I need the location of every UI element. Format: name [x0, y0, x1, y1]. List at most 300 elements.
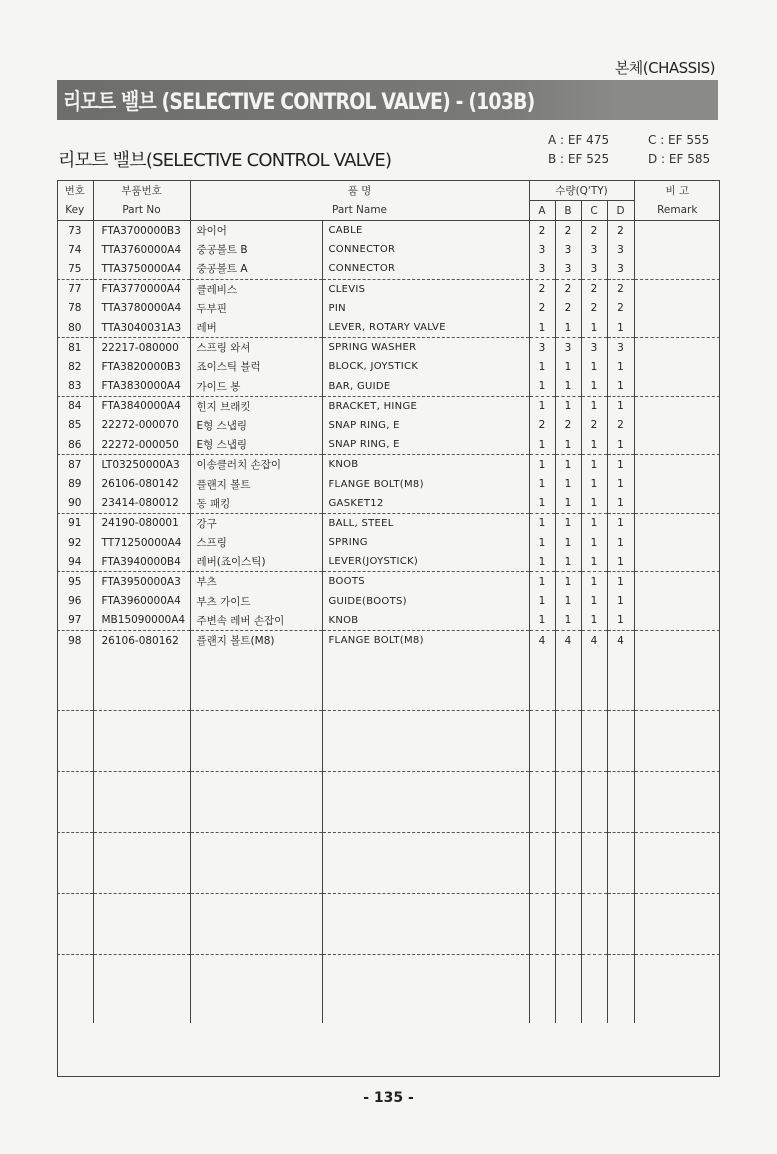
row-name-en: KNOB — [322, 611, 529, 631]
row-name-en: PIN — [322, 299, 529, 318]
table-row — [57, 474, 720, 493]
row-part-number: 22272-000070 — [93, 416, 190, 435]
table-row — [57, 513, 720, 533]
row-name-kr: E형 스냅링 — [190, 416, 322, 435]
row-remark — [634, 611, 720, 631]
row-qty-b: 2 — [555, 279, 581, 299]
parts-table — [57, 180, 720, 1023]
row-qty-b: 1 — [555, 533, 581, 552]
row-remark — [634, 552, 720, 572]
table-row — [57, 611, 720, 631]
row-name-en: GASKET12 — [322, 494, 529, 514]
empty-cell — [322, 833, 529, 894]
empty-cell — [581, 833, 607, 894]
row-qty-d: 1 — [607, 435, 634, 455]
row-part-number: TTA3040031A3 — [93, 318, 190, 338]
row-part-number: 26106-080162 — [93, 630, 190, 650]
row-name-en: SPRING WASHER — [322, 338, 529, 358]
row-qty-c: 3 — [581, 240, 607, 259]
row-part-number: TTA3750000A4 — [93, 259, 190, 279]
empty-cell — [57, 650, 93, 711]
row-name-en: CONNECTOR — [322, 259, 529, 279]
row-name-kr: 와이어 — [190, 221, 322, 241]
empty-cell — [581, 650, 607, 711]
row-key: 86 — [57, 435, 93, 455]
row-part-number: FTA3700000B3 — [93, 221, 190, 241]
empty-cell — [190, 772, 322, 833]
table-row — [57, 455, 720, 475]
empty-cell — [529, 833, 555, 894]
row-key: 73 — [68, 224, 82, 237]
empty-cell — [529, 711, 555, 772]
empty-cell — [529, 894, 555, 955]
row-key: 81 — [68, 341, 82, 354]
row-qty-c: 1 — [581, 474, 607, 493]
empty-cell — [190, 833, 322, 894]
row-qty-a: 1 — [529, 592, 555, 611]
empty-cell — [93, 772, 190, 833]
row-qty-d: 1 — [607, 455, 634, 475]
row-remark — [634, 396, 720, 416]
empty-cell — [607, 955, 634, 1024]
row-qty-b: 1 — [555, 455, 581, 475]
row-qty-a: 2 — [529, 221, 555, 241]
table-row — [57, 357, 720, 376]
row-name-en: CABLE — [322, 221, 529, 241]
row-qty-d: 2 — [607, 279, 634, 299]
row-qty-d: 3 — [607, 259, 634, 279]
row-remark — [634, 299, 720, 318]
table-row — [57, 240, 720, 259]
row-key: 74 — [68, 243, 82, 256]
row-qty-a: 3 — [529, 338, 555, 358]
row-qty-d: 2 — [607, 416, 634, 435]
row-name-kr: 죠이스틱 블럭 — [190, 357, 322, 376]
row-qty-a: 1 — [529, 318, 555, 338]
page-number: - 135 - — [363, 1090, 414, 1106]
row-qty-d: 1 — [607, 357, 634, 376]
empty-cell — [190, 955, 322, 1024]
row-name-en: CONNECTOR — [322, 240, 529, 259]
header-key-en: Key — [57, 201, 93, 221]
row-qty-d: 1 — [607, 572, 634, 592]
row-qty-b: 1 — [555, 435, 581, 455]
row-qty-a: 1 — [529, 552, 555, 572]
row-qty-b: 1 — [555, 611, 581, 631]
row-name-en: BALL, STEEL — [322, 513, 529, 533]
table-subheader-row — [57, 201, 720, 221]
header-part-en: Part No — [93, 201, 190, 221]
row-name-kr: 플랜지 볼트(M8) — [190, 630, 322, 650]
row-qty-b: 3 — [555, 259, 581, 279]
empty-cell — [634, 772, 720, 833]
empty-cell — [322, 772, 529, 833]
model-c: C : EF 555 — [648, 133, 710, 147]
row-qty-c: 2 — [581, 221, 607, 241]
table-row — [57, 377, 720, 397]
row-name-kr: 부츠 — [190, 572, 322, 592]
row-part-number: 26106-080142 — [93, 474, 190, 493]
model-d: D : EF 585 — [648, 152, 711, 166]
empty-cell — [57, 772, 93, 833]
row-qty-b: 3 — [555, 338, 581, 358]
row-name-kr: 중공볼트 A — [190, 259, 322, 279]
table-row — [57, 592, 720, 611]
row-part-number: FTA3820000B3 — [93, 357, 190, 376]
table-row — [57, 221, 720, 241]
row-qty-b: 1 — [555, 494, 581, 514]
row-remark — [634, 377, 720, 397]
empty-row — [57, 711, 720, 772]
header-qty-a: A — [529, 201, 555, 221]
row-qty-b: 2 — [555, 221, 581, 241]
row-qty-b: 3 — [555, 240, 581, 259]
row-part-number: 22272-000050 — [93, 435, 190, 455]
row-key: 77 — [68, 283, 82, 296]
row-qty-a: 2 — [529, 279, 555, 299]
row-remark — [634, 416, 720, 435]
empty-cell — [607, 833, 634, 894]
row-name-kr: 이송클러치 손잡이 — [190, 455, 322, 475]
empty-cell — [57, 955, 93, 1024]
row-remark — [634, 240, 720, 259]
empty-cell — [581, 894, 607, 955]
row-qty-b: 1 — [555, 513, 581, 533]
row-qty-a: 1 — [529, 611, 555, 631]
row-qty-a: 1 — [529, 357, 555, 376]
row-qty-a: 1 — [529, 377, 555, 397]
empty-cell — [190, 711, 322, 772]
row-name-en: KNOB — [322, 455, 529, 475]
row-qty-c: 1 — [581, 396, 607, 416]
row-qty-b: 1 — [555, 377, 581, 397]
row-qty-d: 1 — [607, 611, 634, 631]
row-part-number: LT03250000A3 — [93, 455, 190, 475]
row-part-number: TTA3780000A4 — [93, 299, 190, 318]
row-part-number: MB15090000A4 — [93, 611, 190, 631]
row-qty-b: 1 — [555, 592, 581, 611]
row-qty-b: 1 — [555, 572, 581, 592]
empty-cell — [634, 650, 720, 711]
empty-cell — [529, 772, 555, 833]
row-qty-c: 1 — [581, 572, 607, 592]
row-qty-c: 2 — [581, 299, 607, 318]
empty-cell — [607, 711, 634, 772]
empty-cell — [555, 894, 581, 955]
row-qty-c: 1 — [581, 611, 607, 631]
empty-cell — [322, 894, 529, 955]
empty-cell — [529, 650, 555, 711]
row-key: 95 — [68, 575, 82, 588]
row-qty-a: 1 — [529, 396, 555, 416]
row-name-kr: 동 패킹 — [190, 494, 322, 514]
row-remark — [634, 494, 720, 514]
row-key: 90 — [57, 494, 93, 514]
row-qty-c: 1 — [581, 552, 607, 572]
row-qty-d: 3 — [607, 240, 634, 259]
row-qty-b: 4 — [555, 630, 581, 650]
row-part-number: 22217-080000 — [93, 338, 190, 358]
empty-cell — [57, 833, 93, 894]
empty-row — [57, 650, 720, 711]
empty-cell — [322, 955, 529, 1024]
row-name-kr: 힌지 브래킷 — [190, 396, 322, 416]
row-key: 94 — [57, 552, 93, 572]
empty-cell — [607, 772, 634, 833]
row-name-kr: 스프링 — [190, 533, 322, 552]
row-part-number: TT71250000A4 — [93, 533, 190, 552]
row-key: 78 — [68, 302, 82, 315]
row-qty-c: 1 — [581, 494, 607, 514]
empty-cell — [93, 711, 190, 772]
row-qty-c: 2 — [581, 416, 607, 435]
section-subtitle: 리모트 밸브(SELECTIVE CONTROL VALVE) — [58, 150, 392, 171]
header-qty: 수량(Q'TY) — [529, 181, 634, 201]
table-row — [57, 533, 720, 552]
row-remark — [634, 513, 720, 533]
row-name-en: BRACKET, HINGE — [322, 396, 529, 416]
row-name-kr: 클레비스 — [190, 279, 322, 299]
empty-cell — [555, 955, 581, 1024]
empty-cell — [634, 894, 720, 955]
row-qty-b: 1 — [555, 357, 581, 376]
row-name-kr: 두부핀 — [190, 299, 322, 318]
empty-cell — [607, 894, 634, 955]
title-banner — [57, 80, 718, 120]
table-row — [57, 630, 720, 650]
row-name-en: GUIDE(BOOTS) — [322, 592, 529, 611]
row-qty-d: 1 — [607, 513, 634, 533]
empty-cell — [555, 650, 581, 711]
header-qty-d: D — [607, 201, 634, 221]
row-qty-a: 1 — [529, 533, 555, 552]
row-key: 83 — [57, 377, 93, 397]
row-remark — [634, 455, 720, 475]
row-part-number: FTA3830000A4 — [93, 377, 190, 397]
row-name-kr: 스프링 와셔 — [190, 338, 322, 358]
row-qty-d: 2 — [607, 221, 634, 241]
row-remark — [634, 572, 720, 592]
empty-cell — [93, 650, 190, 711]
empty-cell — [581, 955, 607, 1024]
row-name-kr: 부츠 가이드 — [190, 592, 322, 611]
row-remark — [634, 279, 720, 299]
row-qty-c: 1 — [581, 533, 607, 552]
row-name-en: FLANGE BOLT(M8) — [322, 474, 529, 493]
empty-row — [57, 894, 720, 955]
header-name-kr: 품 명 — [190, 181, 529, 201]
row-part-number: FTA3950000A3 — [93, 572, 190, 592]
header-name-en: Part Name — [190, 201, 529, 221]
empty-row — [57, 772, 720, 833]
row-qty-c: 1 — [581, 592, 607, 611]
row-qty-c: 1 — [581, 357, 607, 376]
row-key: 91 — [68, 517, 82, 530]
header-remark-en: Remark — [634, 201, 720, 221]
row-key: 75 — [57, 259, 93, 279]
row-qty-d: 1 — [607, 318, 634, 338]
row-qty-c: 2 — [581, 279, 607, 299]
row-qty-b: 1 — [555, 552, 581, 572]
row-qty-a: 1 — [529, 513, 555, 533]
row-qty-a: 2 — [529, 299, 555, 318]
row-part-number: FTA3940000B4 — [93, 552, 190, 572]
row-name-kr: 플랜지 볼트 — [190, 474, 322, 493]
header-key-kr: 번호 — [57, 181, 93, 201]
row-name-kr: 강구 — [190, 513, 322, 533]
row-name-en: BLOCK, JOYSTICK — [322, 357, 529, 376]
row-qty-a: 1 — [529, 455, 555, 475]
table-row — [57, 299, 720, 318]
table-row — [57, 279, 720, 299]
row-qty-d: 1 — [607, 552, 634, 572]
row-qty-d: 1 — [607, 533, 634, 552]
row-name-kr: 레버 — [190, 318, 322, 338]
empty-cell — [322, 650, 529, 711]
row-name-kr: 가이드 봉 — [190, 377, 322, 397]
row-qty-b: 1 — [555, 318, 581, 338]
row-name-kr: 레버(죠이스틱) — [190, 552, 322, 572]
table-row — [57, 416, 720, 435]
row-remark — [634, 435, 720, 455]
empty-cell — [93, 894, 190, 955]
header-qty-c: C — [581, 201, 607, 221]
model-a: A : EF 475 — [548, 133, 610, 147]
row-qty-a: 3 — [529, 240, 555, 259]
row-part-number: 24190-080001 — [93, 513, 190, 533]
row-name-en: SPRING — [322, 533, 529, 552]
table-row — [57, 396, 720, 416]
table-row — [57, 318, 720, 338]
header-part-kr: 부품번호 — [93, 181, 190, 201]
empty-cell — [607, 650, 634, 711]
row-remark — [634, 357, 720, 376]
parts-table-body — [57, 221, 720, 1024]
row-part-number: FTA3960000A4 — [93, 592, 190, 611]
row-qty-a: 1 — [529, 435, 555, 455]
row-name-en: CLEVIS — [322, 279, 529, 299]
table-row — [57, 552, 720, 572]
row-key: 96 — [68, 595, 82, 608]
row-remark — [634, 338, 720, 358]
row-name-en: FLANGE BOLT(M8) — [322, 630, 529, 650]
row-name-kr: 중공볼트 B — [190, 240, 322, 259]
empty-row — [57, 955, 720, 1024]
empty-cell — [555, 711, 581, 772]
row-name-en: SNAP RING, E — [322, 416, 529, 435]
row-qty-d: 3 — [607, 338, 634, 358]
table-row — [57, 494, 720, 514]
empty-row — [57, 833, 720, 894]
empty-cell — [190, 894, 322, 955]
row-key: 87 — [68, 458, 82, 471]
row-name-kr: E형 스냅링 — [190, 435, 322, 455]
row-key: 84 — [68, 400, 82, 413]
row-key: 82 — [68, 360, 82, 373]
row-qty-a: 1 — [529, 474, 555, 493]
row-remark — [634, 318, 720, 338]
row-qty-a: 1 — [529, 494, 555, 514]
row-qty-d: 1 — [607, 377, 634, 397]
row-qty-d: 2 — [607, 299, 634, 318]
banner-title: 리모트 밸브 (SELECTIVE CONTROL VALVE) - (103B) — [63, 90, 535, 115]
empty-cell — [529, 955, 555, 1024]
row-name-en: LEVER, ROTARY VALVE — [322, 318, 529, 338]
row-key: 97 — [57, 611, 93, 631]
row-qty-d: 4 — [607, 630, 634, 650]
row-remark — [634, 630, 720, 650]
header-qty-b: B — [555, 201, 581, 221]
row-remark — [634, 474, 720, 493]
row-key: 98 — [68, 634, 82, 647]
header-remark-kr: 비 고 — [634, 181, 720, 201]
row-name-en: BAR, GUIDE — [322, 377, 529, 397]
row-qty-a: 2 — [529, 416, 555, 435]
row-name-en: BOOTS — [322, 572, 529, 592]
empty-cell — [555, 833, 581, 894]
table-row — [57, 572, 720, 592]
row-qty-b: 1 — [555, 474, 581, 493]
empty-cell — [190, 650, 322, 711]
row-qty-c: 4 — [581, 630, 607, 650]
row-qty-b: 1 — [555, 396, 581, 416]
row-qty-d: 1 — [607, 396, 634, 416]
row-qty-c: 3 — [581, 338, 607, 358]
empty-cell — [57, 894, 93, 955]
empty-cell — [581, 711, 607, 772]
row-qty-c: 1 — [581, 435, 607, 455]
row-qty-a: 3 — [529, 259, 555, 279]
row-qty-c: 1 — [581, 377, 607, 397]
row-name-kr: 주변속 레버 손잡이 — [190, 611, 322, 631]
table-row — [57, 338, 720, 358]
empty-cell — [93, 833, 190, 894]
row-qty-c: 1 — [581, 513, 607, 533]
row-qty-c: 3 — [581, 259, 607, 279]
table-row — [57, 435, 720, 455]
row-part-number: 23414-080012 — [93, 494, 190, 514]
row-remark — [634, 592, 720, 611]
row-part-number: TTA3760000A4 — [93, 240, 190, 259]
row-key: 92 — [68, 536, 82, 549]
row-name-en: SNAP RING, E — [322, 435, 529, 455]
row-qty-d: 1 — [607, 592, 634, 611]
empty-cell — [634, 833, 720, 894]
model-b: B : EF 525 — [548, 152, 610, 166]
table-row — [57, 259, 720, 279]
empty-cell — [555, 772, 581, 833]
row-remark — [634, 221, 720, 241]
row-key: 80 — [57, 318, 93, 338]
empty-cell — [322, 711, 529, 772]
row-name-en: LEVER(JOYSTICK) — [322, 552, 529, 572]
empty-cell — [57, 711, 93, 772]
row-part-number: FTA3770000A4 — [93, 279, 190, 299]
row-qty-a: 4 — [529, 630, 555, 650]
row-key: 89 — [68, 478, 82, 491]
row-qty-a: 1 — [529, 572, 555, 592]
row-part-number: FTA3840000A4 — [93, 396, 190, 416]
row-remark — [634, 533, 720, 552]
row-qty-d: 1 — [607, 474, 634, 493]
row-qty-c: 1 — [581, 318, 607, 338]
empty-cell — [634, 711, 720, 772]
table-header-row — [57, 181, 720, 201]
row-qty-c: 1 — [581, 455, 607, 475]
empty-cell — [581, 772, 607, 833]
row-qty-b: 2 — [555, 416, 581, 435]
row-remark — [634, 259, 720, 279]
